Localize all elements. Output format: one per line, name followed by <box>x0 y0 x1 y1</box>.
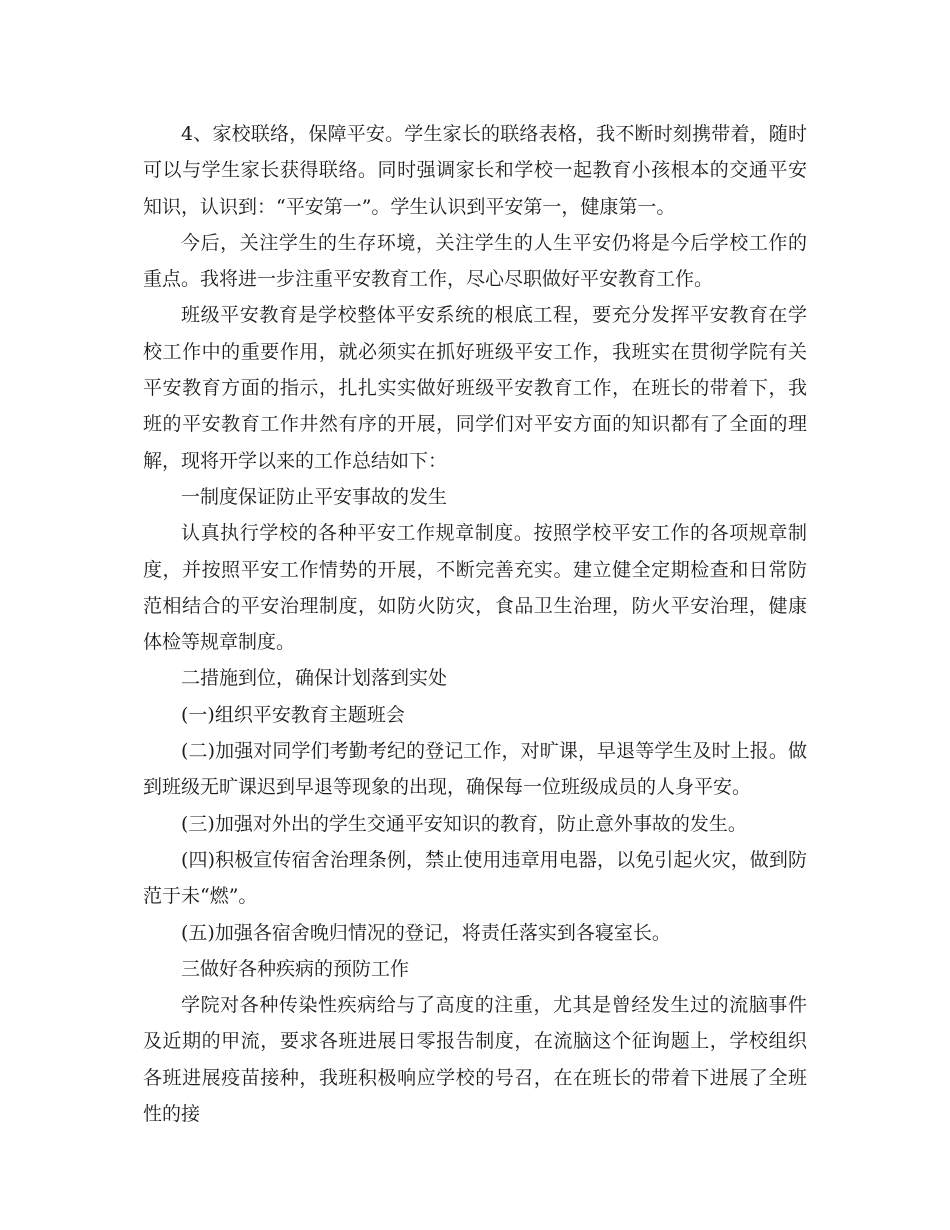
paragraph-family-school-contact: 4、家校联络，保障平安。学生家长的联络表格，我不断时刻携带着，随时可以与学生家长获得联络。同时强调家长和学校一起教育小孩根本的交通平安知识，认识到：“平安第一”。学生认识到平安第一，健康第一。 <box>143 123 807 218</box>
paragraph-future-focus: 今后，关注学生的生存环境，关注学生的人生平安仍将是今后学校工作的重点。我将进一步注重平安教育工作，尽心尽职做好平安教育工作。 <box>143 231 807 291</box>
list-item-4: (四)积极宣传宿舍治理条例，禁止使用违章用电器，以免引起火灾，做到防范于未“燃”。 <box>143 848 807 908</box>
document-body <box>143 116 807 1132</box>
list-item-3: (三)加强对外出的学生交通平安知识的教育，防止意外事故的发生。 <box>181 812 747 835</box>
section-heading-3: 三做好各种疾病的预防工作 <box>181 957 410 980</box>
paragraph-disease-prevention: 学院对各种传染性疾病给与了高度的注重，尤其是曾经发生过的流脑事件及近期的甲流，要求各班进展日零报告制度，在流脑这个征询题上，学校组织各班进展疫苗接种，我班积极响应学校的号召，在在班长的带着下进展了全班性的接 <box>143 994 807 1126</box>
list-item-5: (五)加强各宿舍晚归情况的登记，将责任落实到各寝室长。 <box>181 921 671 944</box>
paragraph-regulations: 认真执行学校的各种平安工作规章制度。按照学校平安工作的各项规章制度，并按照平安工作情势的开展，不断完善充实。建立健全定期检查和日常防范相结合的平安治理制度，如防火防灾，食品卫生治理，防火平安治理，健康体检等规章制度。 <box>143 522 807 654</box>
paragraph-class-safety-intro: 班级平安教育是学校整体平安系统的根底工程，要充分发挥平安教育在学校工作中的重要作用，就必须实在抓好班级平安工作，我班实在贯彻学院有关平安教育方面的指示，扎扎实实做好班级平安教育工作，在班长的带着下，我班的平安教育工作井然有序的开展，同学们对平安方面的知识都有了全面的理解，现将开学以来的工作总结如下： <box>143 304 807 472</box>
list-item-1: (一)组织平安教育主题班会 <box>181 703 405 726</box>
section-heading-1: 一制度保证防止平安事故的发生 <box>181 485 448 508</box>
list-item-2: (二)加强对同学们考勤考纪的登记工作，对旷课，早退等学生及时上报。做到班级无旷课迟到早退等现象的出现，确保每一位班级成员的人身平安。 <box>143 740 807 799</box>
section-heading-2: 二措施到位，确保计划落到实处 <box>181 667 448 690</box>
